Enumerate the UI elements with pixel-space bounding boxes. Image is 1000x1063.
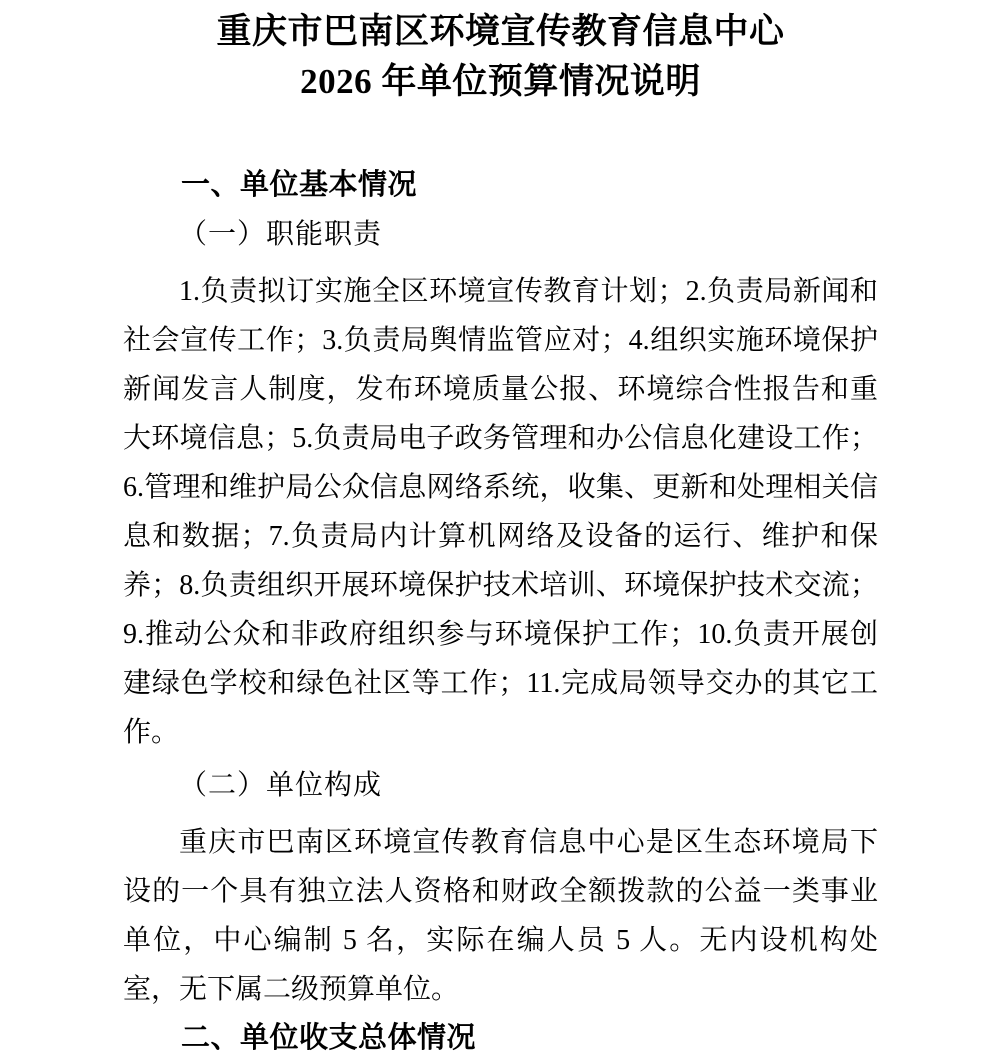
section-heading-basic-info: 一、单位基本情况 <box>181 169 418 201</box>
document-title-line2: 2026 年单位预算情况说明 <box>300 62 701 101</box>
paragraph-duties: 1.负责拟订实施全区环境宣传教育计划；2.负责局新闻和社会宣传工作；3.负责局舆情监管应对；4.组织实施环境保护新闻发言人制度，发布环境质量公报、环境综合性报告和重大环境信息；5.负责局电子政务管理和办公信息化建设工作；6.管理和维护局公众信息网络系统，收集、更新和处理相关信息和数据；7.负责局内计算机网络及设备的运行、维护和保养；8.负责组织开展环境保护技术培训、环境保护技术交流；9.推动公众和非政府组织参与环境保护工作；10.负责开展创建绿色学校和绿色社区等工作；11.完成局领导交办的其它工作。 <box>123 276 878 748</box>
subsection-heading-composition: （二）单位构成 <box>179 770 383 801</box>
section-heading-revenue-expenditure: 二、单位收支总体情况 <box>181 1022 477 1054</box>
document-title <box>123 0 878 107</box>
paragraph-composition: 重庆市巴南区环境宣传教育信息中心是区生态环境局下设的一个具有独立法人资格和财政全额拨款的公益一类事业单位，中心编制 5 名，实际在编人员 5 人。无内设机构处室，无下属二级预算单位。 <box>123 827 878 1005</box>
document-title-line1: 重庆市巴南区环境宣传教育信息中心 <box>216 12 785 51</box>
subsection-heading-duties: （一）职能职责 <box>179 219 383 250</box>
